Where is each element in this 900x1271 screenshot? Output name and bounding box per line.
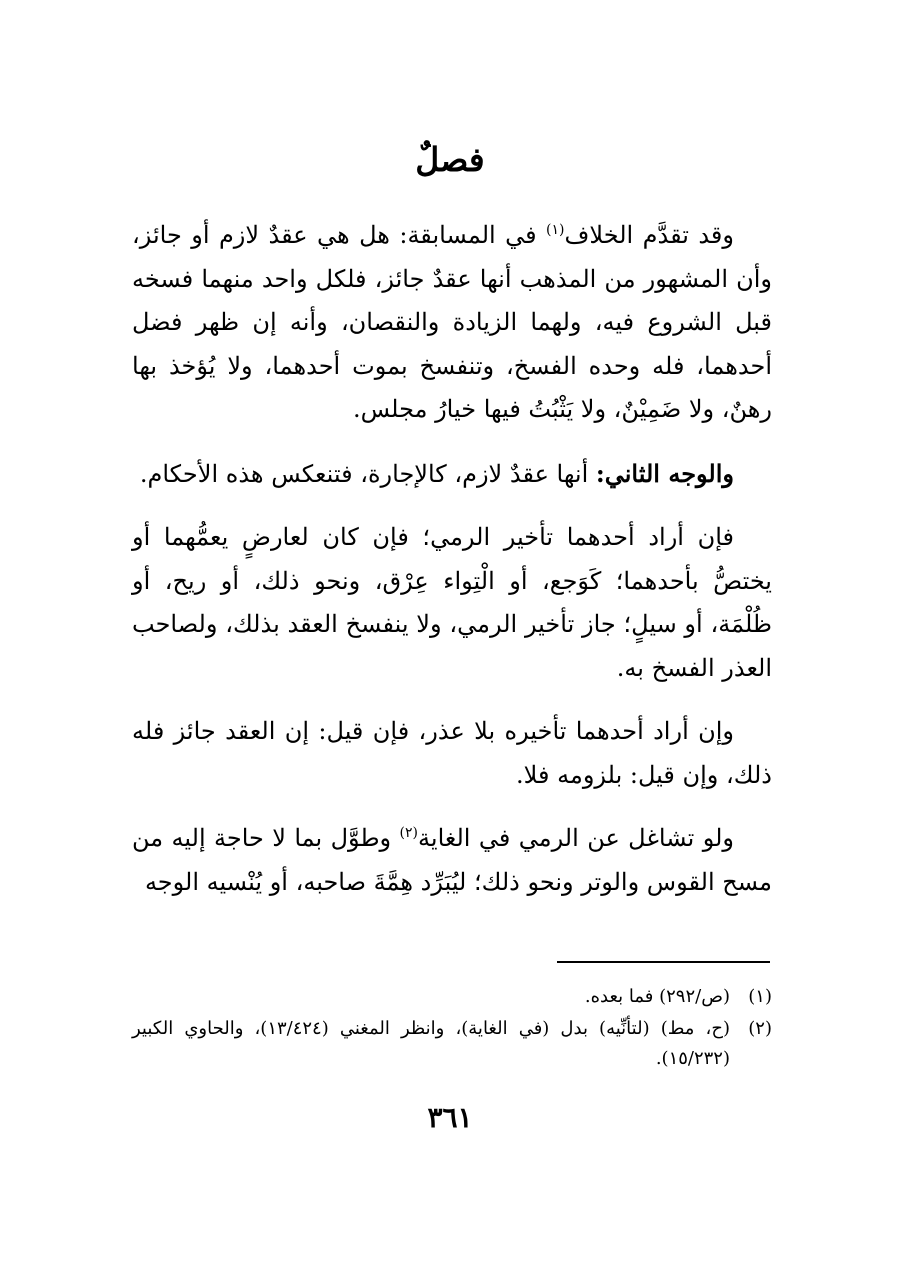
paragraph-4-text: وإن أراد أحدهما تأخيره بلا عذر، فإن قيل: إن العقد جائز فله ذلك، وإن قيل: بلزومه فلا. <box>132 717 772 789</box>
paragraph-1-text-b: في المسابقة: هل هي عقدٌ لازم أو جائز، وأن المشهور من المذهب أنها عقدٌ جائز، فلكل واحد منهما فسخه قبل الشروع فيه، ولهما الزيادة والنقصان، وأنه إن ظهر فضل أحدهما، فله وحده الفسخ، وتنفسخ بموت أحدهما، ولا يُؤخذ بها رهنٌ، ولا ضَمِيْنٌ، ولا يَثْبُتُ فيها خيارُ مجلس. <box>132 221 772 423</box>
paragraph-2 <box>132 452 772 497</box>
body-text <box>132 214 772 924</box>
paragraph-5 <box>132 817 772 904</box>
paragraph-2-lead: والوجه الثاني: <box>595 458 734 488</box>
footnotes <box>132 982 772 1076</box>
footnote-1 <box>132 982 772 1012</box>
paragraph-4 <box>132 710 772 797</box>
footnote-1-number: (١) <box>748 986 772 1007</box>
paragraph-5-text-b: وطوَّل بما لا حاجة إليه من مسح القوس والوتر ونحو ذلك؛ ليُبَرِّد هِمَّةَ صاحبه، أو يُنْسيه الوجه <box>132 824 772 896</box>
paragraph-3 <box>132 516 772 690</box>
footnote-2-text: (ح، مط) (لتأنِّيه) بدل (في الغاية)، وانظر المغني (١٣/٤٢٤)، والحاوي الكبير (١٥/٢٣٢). <box>132 1018 730 1069</box>
paragraph-2-text: أنها عقدٌ لازم، كالإجارة، فتنعكس هذه الأحكام. <box>139 459 596 488</box>
footnote-1-text: (ص/٢٩٢) فما بعده. <box>584 986 730 1007</box>
paragraph-1-text-a: وقد تقدَّم الخلاف <box>564 221 734 249</box>
page-number: ٣٦١ <box>427 1101 473 1134</box>
footnote-marker-1: (١) <box>546 222 565 238</box>
paragraph-5-text-a: ولو تشاغل عن الرمي في الغاية <box>418 824 735 852</box>
footnote-2-number: (٢) <box>748 1018 772 1039</box>
section-heading: فصلٌ <box>415 140 485 179</box>
footnote-separator <box>557 961 770 963</box>
footnote-2 <box>132 1014 772 1074</box>
paragraph-3-text: فإن أراد أحدهما تأخير الرمي؛ فإن كان لعارضٍ يعمُّهما أو يختصُّ بأحدهما؛ كَوَجع، أو الْتِواء عِرْق، ونحو ذلك، أو ريح، أو ظُلْمَة، أو سيلٍ؛ جاز تأخير الرمي، ولا ينفسخ العقد بذلك، ولصاحب العذر الفسخ به. <box>132 523 772 682</box>
paragraph-1 <box>132 214 772 432</box>
footnote-marker-2: (٢) <box>399 825 419 841</box>
